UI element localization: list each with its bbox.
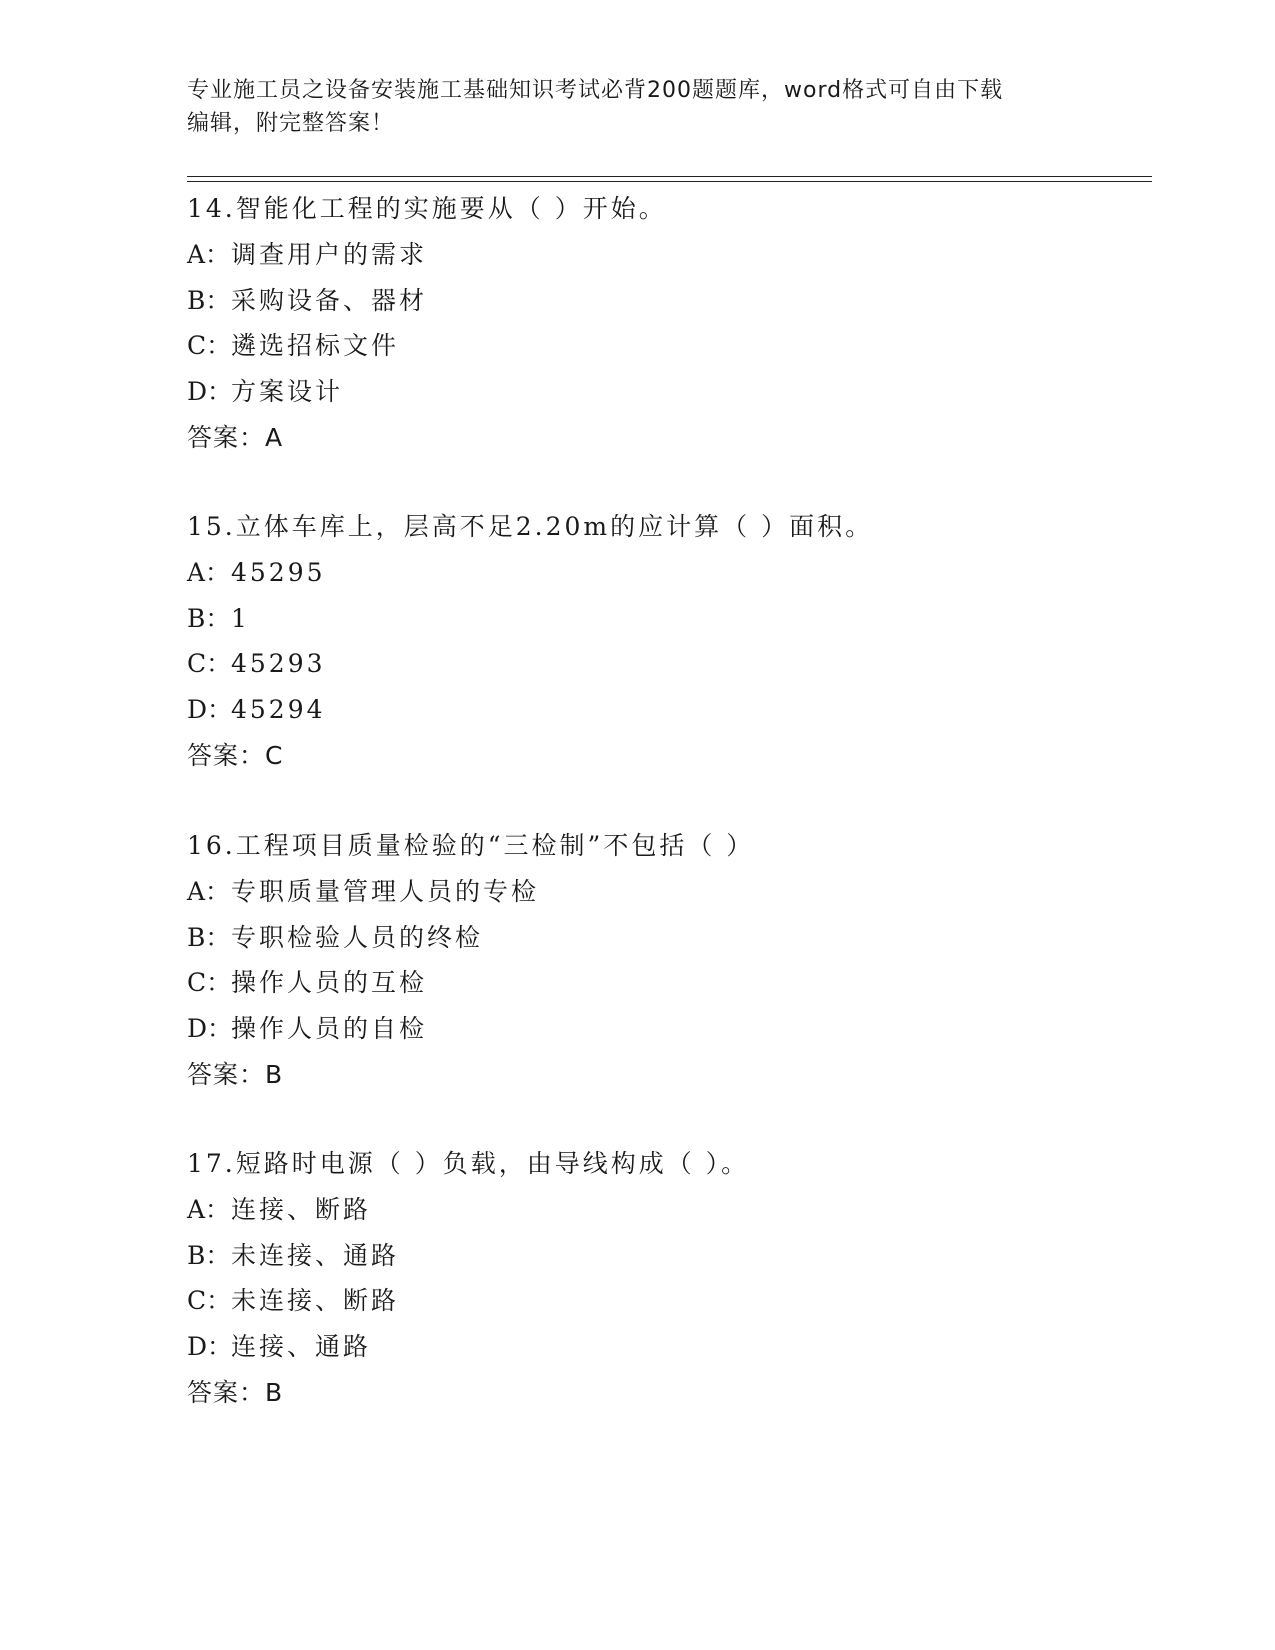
option-text: 45294 [231,695,326,725]
option-key: C： [187,649,232,679]
option-d [187,687,1147,733]
option-b [187,1233,1147,1279]
question-17 [187,1141,1147,1416]
option-a [187,1187,1147,1233]
header-divider-bottom [187,181,1152,182]
option-text: 连接、通路 [231,1332,372,1362]
answer: 答案：A [187,422,284,452]
option-key: D： [187,377,233,407]
option-b [187,278,1147,324]
option-key: B： [187,285,231,315]
option-d [187,1006,1147,1052]
header-line-1: 专业施工员之设备安装施工基础知识考试必背200题题库，word格式可自由下载 [187,78,1004,103]
answer: 答案：C [187,740,284,770]
header-divider-top [187,176,1152,177]
option-text: 45295 [231,557,326,587]
option-text: 遴选招标文件 [231,331,400,361]
option-key: B： [187,1240,231,1270]
option-key: B： [187,922,231,952]
option-c [187,960,1147,1006]
option-key: B： [187,603,231,633]
option-text: 专职检验人员的终检 [231,922,484,952]
question-stem: 15.立体车库上，层高不足2.20m的应计算（ ）面积。 [187,512,874,541]
option-text: 专职质量管理人员的专检 [231,876,540,906]
option-key: C： [187,968,232,998]
option-text: 操作人员的自检 [231,1014,428,1044]
option-key: A： [187,876,231,906]
answer: 答案：B [187,1377,284,1407]
header-line-2: 编辑，附完整答案！ [187,111,395,136]
question-stem: 16.工程项目质量检验的“三检制”不包括（ ） [187,831,755,860]
option-c [187,323,1147,369]
option-text: 45293 [231,649,326,679]
question-14 [187,186,1147,461]
option-d [187,369,1147,415]
option-key: A： [187,1194,231,1224]
answer: 答案：B [187,1059,284,1089]
option-key: D： [187,695,233,725]
option-key: D： [187,1014,233,1044]
option-text: 未连接、通路 [231,1240,400,1270]
option-text: 1 [231,603,250,633]
option-text: 调查用户的需求 [231,239,428,269]
option-b [187,915,1147,961]
question-15 [187,504,1147,779]
option-a [187,869,1147,915]
option-text: 采购设备、器材 [231,285,428,315]
question-stem: 17.短路时电源（ ）负载，由导线构成（ ）。 [187,1149,750,1178]
option-key: C： [187,331,232,361]
option-key: A： [187,557,231,587]
question-16 [187,823,1147,1098]
option-a [187,232,1147,278]
document-header [187,74,1067,140]
option-d [187,1324,1147,1370]
option-c [187,1278,1147,1324]
option-c [187,641,1147,687]
option-text: 连接、断路 [231,1194,372,1224]
option-key: D： [187,1332,233,1362]
option-b [187,596,1147,642]
option-key: A： [187,239,231,269]
option-a [187,550,1147,596]
option-text: 未连接、断路 [231,1286,400,1316]
option-key: C： [187,1286,232,1316]
question-stem: 14.智能化工程的实施要从（ ）开始。 [187,194,667,223]
option-text: 操作人员的互检 [231,968,428,998]
option-text: 方案设计 [231,377,344,407]
